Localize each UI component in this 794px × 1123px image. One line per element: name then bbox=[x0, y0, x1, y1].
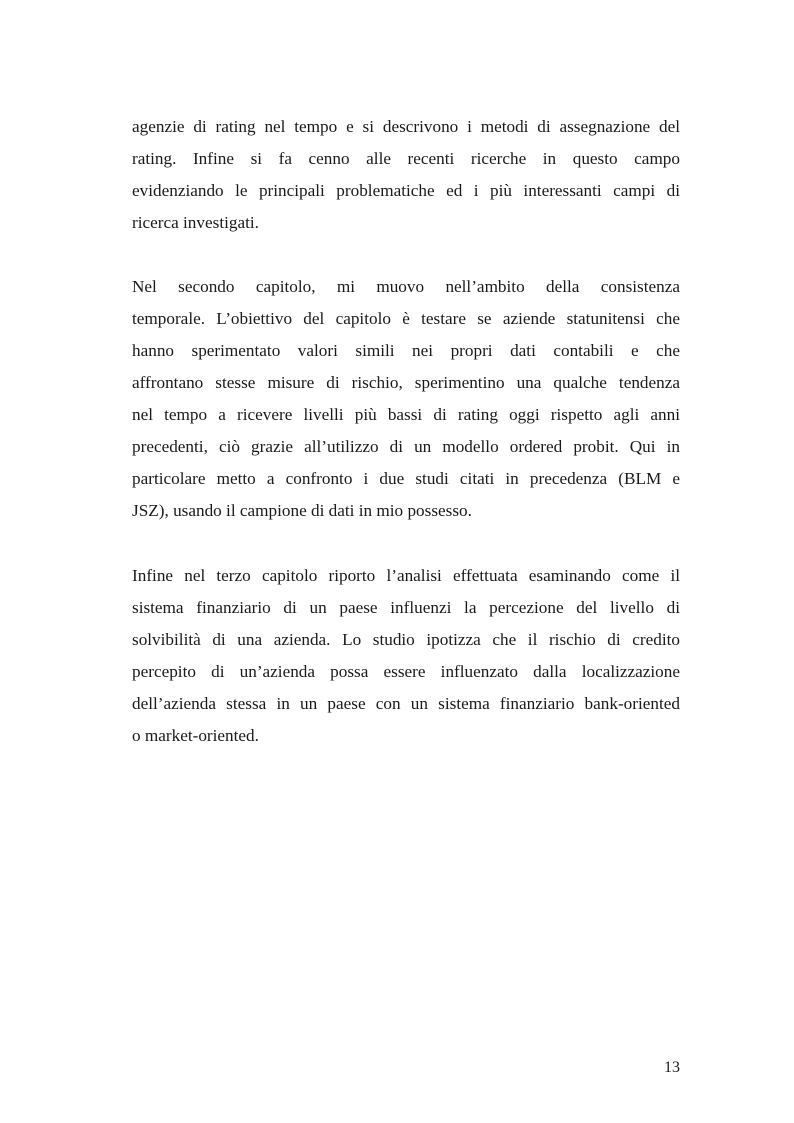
text-line: affrontano stesse misure di rischio, sperimentino una qualche tendenza bbox=[132, 373, 680, 392]
text-line: dell’azienda stessa in un paese con un sistema finanziario bank-oriented bbox=[132, 694, 680, 713]
text-line: o market-oriented. bbox=[132, 726, 259, 745]
text-line: percepito di un’azienda possa essere influenzato dalla localizzazione bbox=[132, 662, 680, 681]
text-line: solvibilità di una azienda. Lo studio ipotizza che il rischio di credito bbox=[132, 630, 680, 649]
text-line: hanno sperimentato valori simili nei propri dati contabili e che bbox=[132, 341, 680, 360]
text-line: rating. Infine si fa cenno alle recenti ricerche in questo campo bbox=[132, 149, 680, 168]
text-line: agenzie di rating nel tempo e si descrivono i metodi di assegnazione del bbox=[132, 117, 680, 136]
paragraph-chapter-two-summary bbox=[132, 271, 680, 527]
paragraph-chapter-one-summary bbox=[132, 111, 680, 239]
text-line: ricerca investigati. bbox=[132, 213, 259, 232]
text-line: nel tempo a ricevere livelli più bassi di rating oggi rispetto agli anni bbox=[132, 405, 680, 424]
text-line: JSZ), usando il campione di dati in mio possesso. bbox=[132, 501, 472, 520]
paragraph-chapter-three-summary bbox=[132, 560, 680, 752]
text-line: Infine nel terzo capitolo riporto l’analisi effettuata esaminando come il bbox=[132, 566, 680, 585]
page-number: 13 bbox=[664, 1059, 680, 1076]
text-line: Nel secondo capitolo, mi muovo nell’ambito della consistenza bbox=[132, 277, 680, 296]
text-line: evidenziando le principali problematiche ed i più interessanti campi di bbox=[132, 181, 680, 200]
text-line: temporale. L’obiettivo del capitolo è testare se aziende statunitensi che bbox=[132, 309, 680, 328]
text-line: sistema finanziario di un paese influenzi la percezione del livello di bbox=[132, 598, 680, 617]
text-line: particolare metto a confronto i due studi citati in precedenza (BLM e bbox=[132, 469, 680, 488]
text-line: precedenti, ciò grazie all’utilizzo di un modello ordered probit. Qui in bbox=[132, 437, 680, 456]
